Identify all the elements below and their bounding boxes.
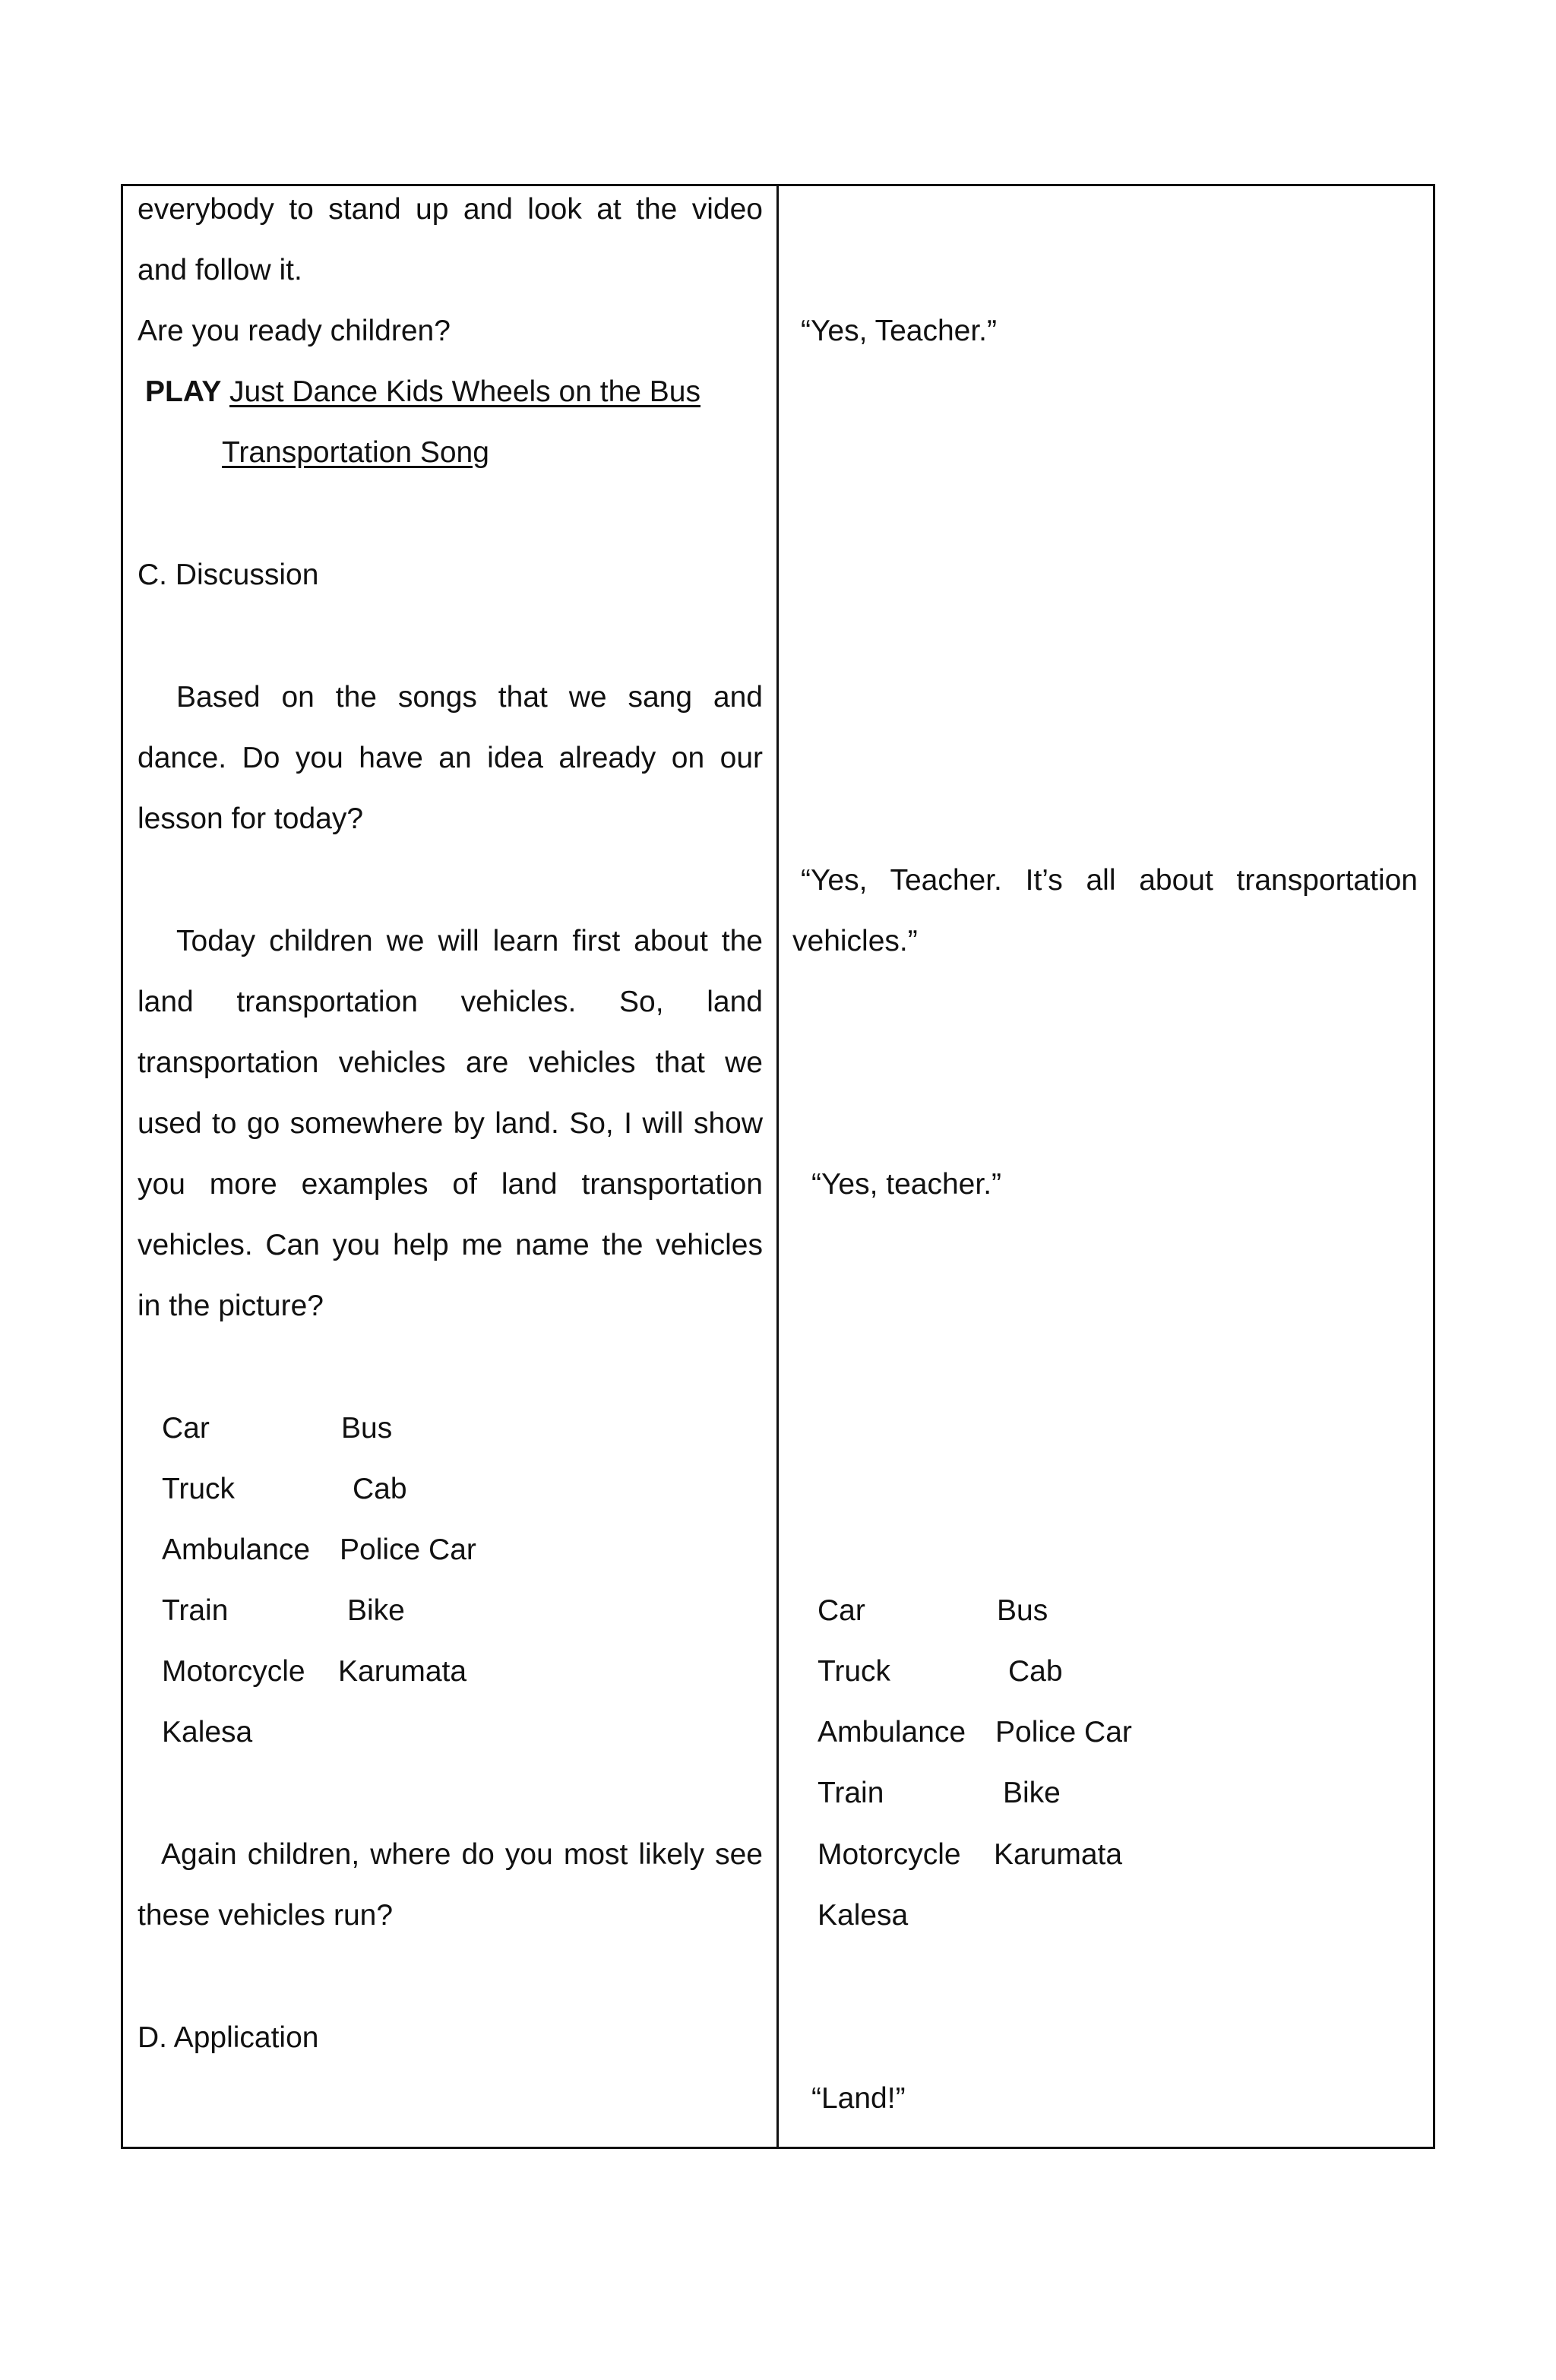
lesson-line-5: you more examples of land transportation: [138, 1168, 763, 1201]
ready-question: Are you ready children?: [138, 315, 451, 347]
pupil-yes-teacher-lower: “Yes, teacher.”: [811, 1168, 1002, 1201]
lesson-line-7: in the picture?: [138, 1290, 324, 1322]
discussion-line-1: Based on the songs that we sang and: [176, 681, 763, 714]
teacher-vehicle-police-car: Police Car: [340, 1533, 476, 1566]
teacher-vehicle-kalesa: Kalesa: [162, 1716, 253, 1749]
pupil-transport-answer-line-1: “Yes, Teacher. It’s all about transportation: [801, 864, 1418, 897]
teacher-vehicle-truck: Truck: [162, 1473, 236, 1505]
song-title-link-line-1[interactable]: Just Dance Kids Wheels on the Bus: [229, 375, 701, 408]
teacher-vehicle-bike: Bike: [347, 1594, 405, 1627]
again-line-1: Again children, where do you most likely see: [161, 1838, 763, 1871]
teacher-vehicle-train: Train: [162, 1594, 229, 1627]
pupil-land-answer: “Land!”: [811, 2082, 906, 2115]
lesson-line-4: used to go somewhere by land. So, I will show: [138, 1107, 763, 1140]
discussion-line-2: dance. Do you have an idea already on our: [138, 742, 763, 774]
teacher-vehicle-karumata: Karumata: [338, 1655, 467, 1688]
again-line-2: these vehicles run?: [138, 1899, 394, 1932]
application-heading: D. Application: [138, 2021, 319, 2054]
pupil-vehicle-bus: Bus: [997, 1594, 1048, 1627]
pupil-vehicle-train: Train: [818, 1777, 884, 1809]
discussion-line-3: lesson for today?: [138, 802, 364, 835]
teacher-vehicle-bus: Bus: [341, 1412, 393, 1445]
pupil-vehicle-karumata: Karumata: [994, 1838, 1123, 1871]
pupil-vehicle-cab: Cab: [1008, 1655, 1063, 1688]
lesson-line-2: land transportation vehicles. So, land: [138, 986, 763, 1018]
discussion-heading: C. Discussion: [138, 559, 319, 591]
lesson-line-3: transportation vehicles are vehicles that we: [138, 1046, 763, 1079]
column-divider: [776, 184, 779, 2149]
pupil-vehicle-ambulance: Ambulance: [818, 1716, 966, 1749]
song-title-link-line-2[interactable]: Transportation Song: [222, 436, 489, 469]
teacher-vehicle-cab: Cab: [353, 1473, 407, 1505]
teacher-vehicle-motorcycle: Motorcycle: [162, 1655, 305, 1688]
teacher-vehicle-car: Car: [162, 1412, 210, 1445]
pupil-transport-answer-line-2: vehicles.”: [792, 925, 918, 957]
intro-line-2: and follow it.: [138, 254, 302, 286]
pupil-vehicle-bike: Bike: [1003, 1777, 1061, 1809]
pupil-vehicle-motorcycle: Motorcycle: [818, 1838, 961, 1871]
pupil-vehicle-kalesa: Kalesa: [818, 1899, 909, 1932]
teacher-vehicle-ambulance: Ambulance: [162, 1533, 311, 1566]
lesson-line-6: vehicles. Can you help me name the vehicles: [138, 1229, 763, 1261]
pupil-yes-teacher: “Yes, Teacher.”: [801, 315, 997, 347]
pupil-vehicle-truck: Truck: [818, 1655, 891, 1688]
play-label: PLAY: [145, 375, 222, 408]
pupil-vehicle-police-car: Police Car: [995, 1716, 1132, 1749]
intro-line-1: everybody to stand up and look at the video: [138, 193, 763, 226]
lesson-line-1: Today children we will learn first about the: [176, 925, 763, 957]
pupil-vehicle-car: Car: [818, 1594, 865, 1627]
